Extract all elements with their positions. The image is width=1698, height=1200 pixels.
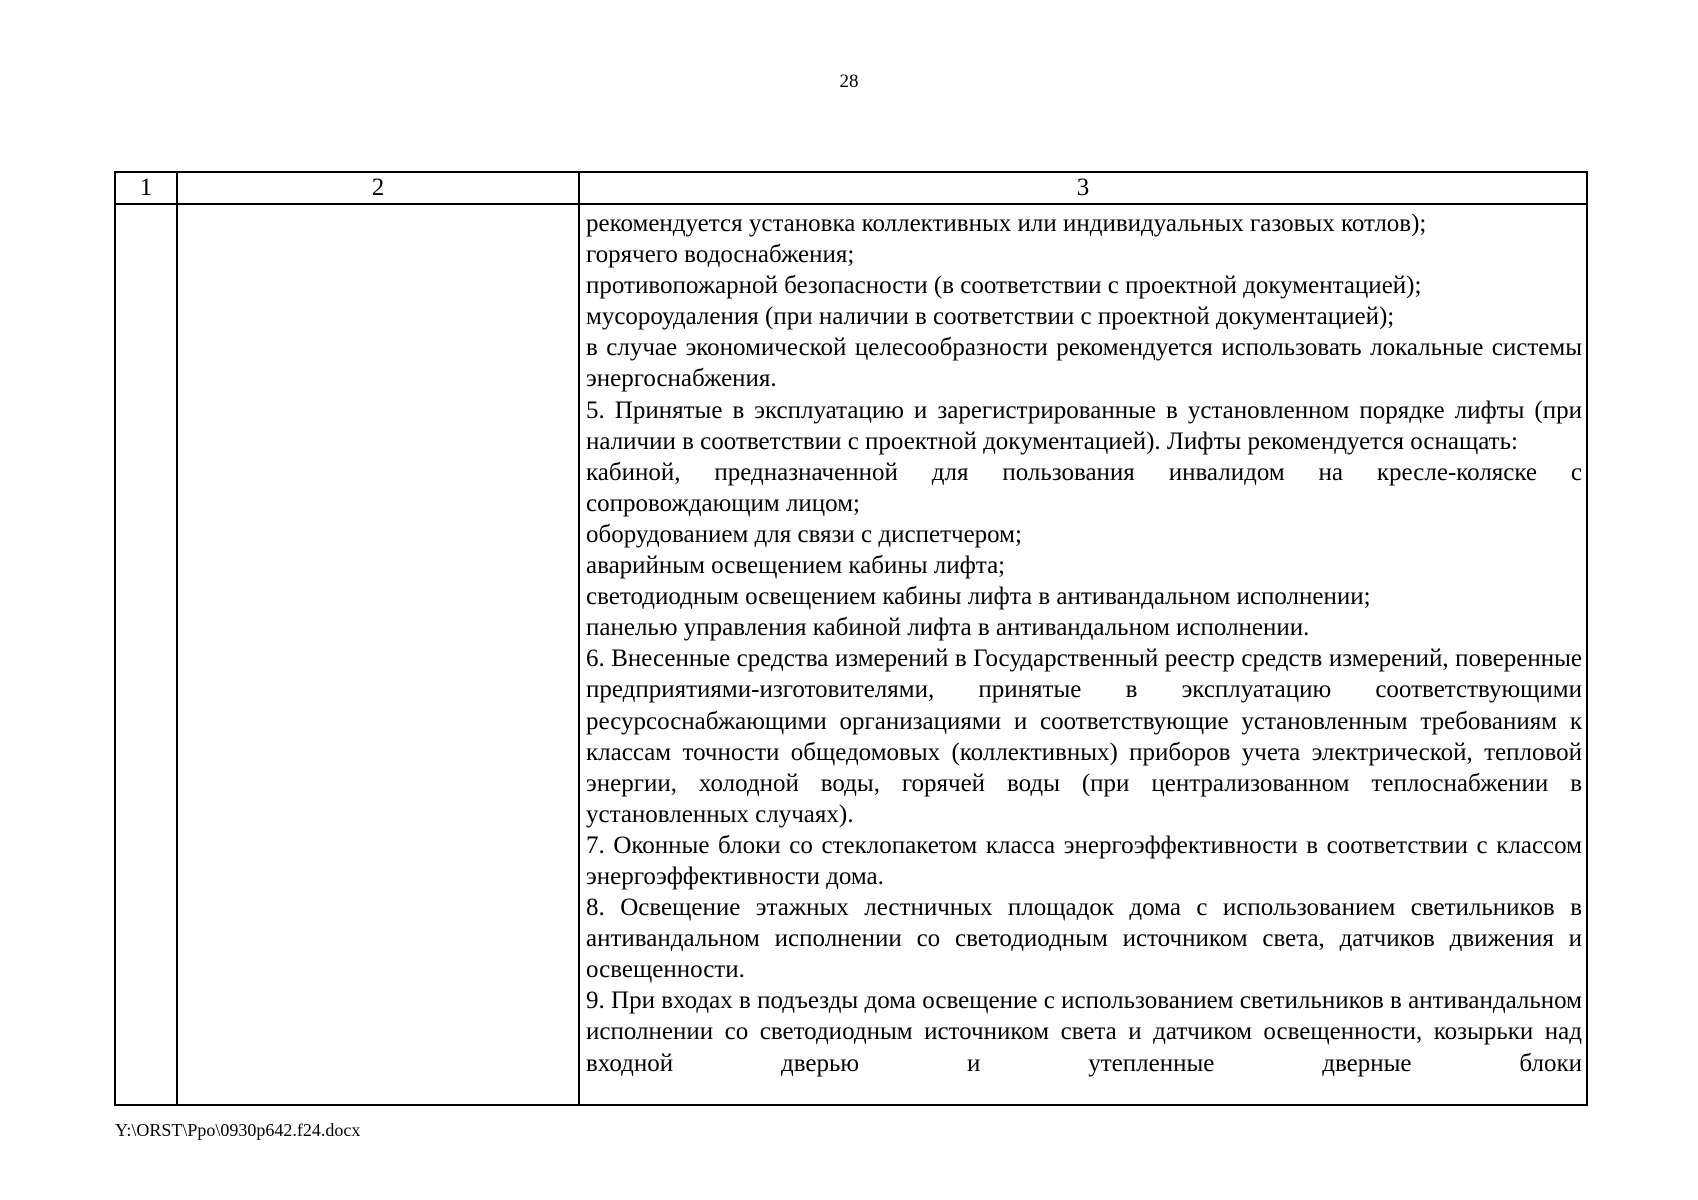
paragraph: 9. При входах в подъезды дома освещение с использованием светильников в антивандальном исполнении со светодиодным источником света и датчиком освещенности, козырьки над входной дверью и утепленные дверные блоки [586,987,1582,1077]
paragraph: светодиодным освещением кабины лифта в антивандальном исполнении; [586,583,1371,611]
paragraph: 5. Принятые в эксплуатацию и зарегистрированные в установленном порядке лифты (при наличии в соответствии с проектной документацией). Лифты рекомендуется оснащать: [586,396,1582,455]
empty-cell-col1 [115,204,177,1105]
paragraph: противопожарной безопасности (в соответствии с проектной документацией); [586,272,1422,300]
paragraph: 6. Внесенные средства измерений в Государственный реестр средств измерений, поверенные предприятиями-изготовителями, принятые в эксплуатацию соответствующими ресурсоснабжающими организациями и соответствующие установленным требованиям к классам точности общедомовых (коллективных) приборов учета электрической, тепловой энергии, холодной воды, горячей воды (при централизованном теплоснабжении в установленных случаях). [586,645,1582,828]
paragraph: панелью управления кабиной лифта в антивандальном исполнении. [586,614,1310,642]
header-cell-1: 1 [115,172,177,204]
paragraph: мусороудаления (при наличии в соответствии с проектной документацией); [586,303,1395,331]
empty-cell-col2 [177,204,579,1105]
paragraph: 7. Оконные блоки со стеклопакетом класса энергоэффективности в соответствии с классом энергоэффективности дома. [586,831,1582,890]
paragraph: горячего водоснабжения; [586,241,855,269]
content-cell-col3 [579,204,1587,1105]
header-cell-3: 3 [579,172,1587,204]
paragraph: аварийным освещением кабины лифта; [586,552,1006,580]
paragraph: в случае экономической целесообразности рекомендуется использовать локальные системы энергоснабжения. [586,334,1582,393]
document-table [114,171,1588,1106]
table-row [115,204,1587,1105]
footer-file-path: Y:\ORST\Ppo\0930p642.f24.docx [115,1120,361,1140]
page-number: 28 [839,71,859,92]
header-cell-2: 2 [177,172,579,204]
paragraph: кабиной, предназначенной для пользования инвалидом на кресле-коляске с сопровождающим лицом; [586,458,1582,517]
table-header-row [115,172,1587,204]
paragraph: оборудованием для связи с диспетчером; [586,520,1022,548]
paragraph: рекомендуется установка коллективных или индивидуальных газовых котлов); [586,210,1427,237]
paragraph: 8. Освещение этажных лестничных площадок дома с использованием светильников в антивандальном исполнении со светодиодным источником света, датчиков движения и освещенности. [586,894,1582,984]
